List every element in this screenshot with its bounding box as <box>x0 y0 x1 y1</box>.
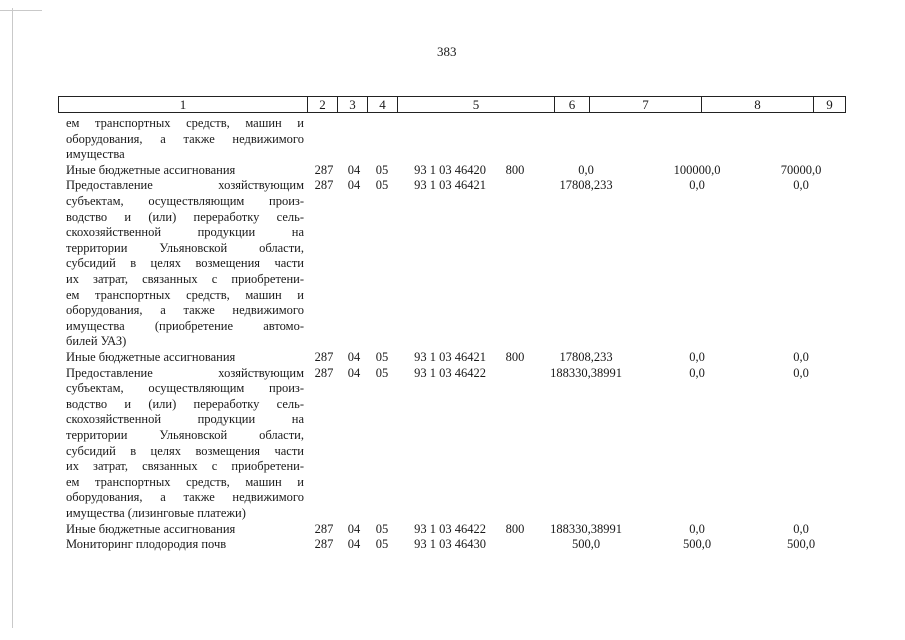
description-line: их затрат, связанных с приобретени- <box>66 459 304 474</box>
cell-col4: 05 <box>375 365 389 380</box>
cell-col8: 100000,0 <box>673 162 721 177</box>
header-col-5: 5 <box>397 97 554 112</box>
description-line: скохозяйственной продукции на <box>66 412 304 427</box>
cell-col8: 0,0 <box>689 350 705 364</box>
cell-col7: 500,0 <box>571 537 601 552</box>
cell-col9: 0,0 <box>793 350 809 364</box>
header-col-1: 1 <box>179 97 187 112</box>
cell-col9: 0,0 <box>793 365 809 380</box>
cell-col2: 287 <box>314 537 334 552</box>
description-line: Иные бюджетные ассигнования <box>66 350 236 364</box>
header-col-6: 6 <box>554 97 589 112</box>
cell-col5: 93 1 03 46422 <box>414 521 486 536</box>
description-line: водство и (или) переработку сель- <box>66 396 304 411</box>
cell-col3: 04 <box>347 521 361 536</box>
description-line: водство и (или) переработку сель- <box>66 209 304 224</box>
row-description <box>66 522 304 538</box>
cell-col6: 800 <box>505 521 525 536</box>
cell-col7: 188330,38991 <box>550 365 622 380</box>
description-line: субсидий в целях возмещения части <box>66 256 304 271</box>
description-line: Иные бюджетные ассигнования <box>66 162 236 177</box>
description-line: субъектам, осуществляющим произ- <box>66 381 304 396</box>
cell-col2: 287 <box>314 162 334 177</box>
description-line: Предоставление хозяйствующим <box>66 365 304 380</box>
description-line: их затрат, связанных с приобретени- <box>66 271 304 286</box>
cell-col9: 0,0 <box>793 521 809 536</box>
cell-col4: 05 <box>375 350 389 364</box>
description-line: Предоставление хозяйствующим <box>66 178 304 193</box>
cell-col8: 500,0 <box>682 537 712 552</box>
cell-col9: 500,0 <box>786 537 816 552</box>
row-description <box>66 116 304 163</box>
cell-col7: 0,0 <box>578 162 594 177</box>
cell-col8: 0,0 <box>689 521 705 536</box>
description-line: территории Ульяновской области, <box>66 240 304 255</box>
cell-col2: 287 <box>314 365 334 380</box>
scan-edge-line-top <box>0 10 42 11</box>
cell-col7: 17808,233 <box>559 178 613 193</box>
cell-col8: 0,0 <box>689 178 705 193</box>
row-description <box>66 350 304 366</box>
cell-col5: 93 1 03 46421 <box>414 178 486 193</box>
cell-col5: 93 1 03 46420 <box>414 162 486 177</box>
row-description <box>66 537 304 553</box>
cell-col2: 287 <box>314 178 334 193</box>
cell-col3: 04 <box>347 537 361 552</box>
description-line: ем транспортных средств, машин и <box>66 474 304 489</box>
description-line: скохозяйственной продукции на <box>66 225 304 240</box>
description-line: территории Ульяновской области, <box>66 427 304 442</box>
cell-col3: 04 <box>347 162 361 177</box>
cell-col9: 70000,0 <box>780 162 822 177</box>
description-line: оборудования, а также недвижимого <box>66 490 304 505</box>
cell-col8: 0,0 <box>689 365 705 380</box>
cell-col3: 04 <box>347 178 361 193</box>
cell-col6: 800 <box>505 350 525 364</box>
description-line: оборудования, а также недвижимого <box>66 303 304 318</box>
description-line: Иные бюджетные ассигнования <box>66 521 236 536</box>
description-line: ем транспортных средств, машин и <box>66 116 304 130</box>
description-line: оборудования, а также недвижимого <box>66 131 304 146</box>
description-line: имущества (приобретение автомо- <box>66 318 304 333</box>
header-col-9: 9 <box>813 97 845 112</box>
cell-col2: 287 <box>314 521 334 536</box>
cell-col3: 04 <box>347 365 361 380</box>
cell-col6: 800 <box>505 162 525 177</box>
row-description <box>66 178 304 350</box>
cell-col7: 188330,38991 <box>550 521 622 536</box>
description-line: имущества <box>66 147 125 162</box>
cell-col2: 287 <box>314 350 334 364</box>
table-header <box>58 96 846 113</box>
header-col-2: 2 <box>307 97 337 112</box>
description-line: билей УАЗ) <box>66 334 127 349</box>
description-line: субъектам, осуществляющим произ- <box>66 193 304 208</box>
header-col-3: 3 <box>337 97 367 112</box>
description-line: имущества (лизинговые платежи) <box>66 505 246 520</box>
cell-col5: 93 1 03 46422 <box>414 365 486 380</box>
row-description <box>66 163 304 179</box>
header-col-7: 7 <box>589 97 701 112</box>
page-number: 383 <box>437 44 457 59</box>
scan-edge-line <box>12 8 13 628</box>
header-col-4: 4 <box>367 97 397 112</box>
header-col-8: 8 <box>701 97 813 112</box>
cell-col4: 05 <box>375 537 389 552</box>
cell-col5: 93 1 03 46430 <box>414 537 486 552</box>
cell-col4: 05 <box>375 162 389 177</box>
description-line: ем транспортных средств, машин и <box>66 287 304 302</box>
cell-col4: 05 <box>375 178 389 193</box>
description-line: субсидий в целях возмещения части <box>66 443 304 458</box>
cell-col5: 93 1 03 46421 <box>414 350 486 364</box>
cell-col7: 17808,233 <box>559 350 613 364</box>
row-description <box>66 366 304 522</box>
cell-col4: 05 <box>375 521 389 536</box>
cell-col3: 04 <box>347 350 361 364</box>
cell-col9: 0,0 <box>793 178 809 193</box>
description-line: Мониторинг плодородия почв <box>66 537 227 552</box>
